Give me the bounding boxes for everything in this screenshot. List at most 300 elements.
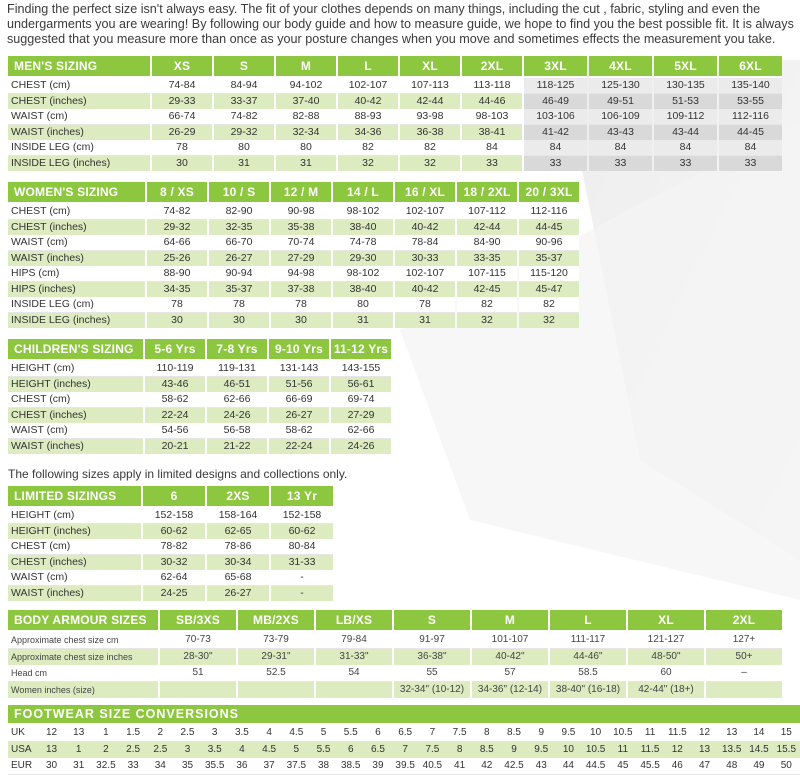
- footwear-cell: 31: [65, 758, 92, 775]
- womens-cell: 90-98: [271, 204, 331, 220]
- mens-cell: 130-135: [654, 78, 717, 94]
- footwear-cell: 13.5: [718, 742, 745, 758]
- mens-cell: 38-41: [462, 125, 522, 140]
- limited-size-header: 6: [143, 486, 205, 508]
- mens-cell: 43-44: [654, 125, 717, 140]
- children-cell: 143-155: [331, 361, 391, 377]
- mens-size-header: 5XL: [654, 56, 717, 78]
- limited-sizes-note: The following sizes apply in limited designs and collections only.: [8, 467, 348, 481]
- footwear-cell: 14.5: [745, 742, 772, 758]
- footwear-row-label: USA: [8, 742, 38, 758]
- armour-cell: 58.5: [550, 665, 626, 682]
- footwear-title: FOOTWEAR SIZE CONVERSIONS: [8, 705, 800, 725]
- womens-cell: 44-45: [519, 220, 579, 235]
- womens-row: [8, 297, 579, 313]
- mens-cell: 43-43: [589, 125, 652, 140]
- armour-size-header: XL: [628, 610, 704, 632]
- footwear-cell: 7.5: [419, 742, 446, 758]
- limited-cell: 30-34: [207, 555, 269, 570]
- womens-size-header: 8 / XS: [147, 182, 207, 204]
- mens-cell: 33: [719, 156, 782, 171]
- children-cell: 58-62: [145, 392, 205, 408]
- womens-cell: 78: [209, 297, 269, 313]
- footwear-cell: 4: [256, 725, 283, 742]
- armour-cell: 52.5: [238, 665, 314, 682]
- mens-size-header: XL: [400, 56, 460, 78]
- womens-size-header: 18 / 2XL: [457, 182, 517, 204]
- children-row: [8, 439, 391, 454]
- armour-cell: 121-127: [628, 632, 704, 649]
- armour-cell: 28-30": [160, 649, 236, 665]
- womens-row: [8, 220, 579, 235]
- mens-cell: 78: [152, 140, 212, 156]
- mens-cell: 82: [400, 140, 460, 156]
- mens-cell: 41-42: [524, 125, 587, 140]
- womens-cell: 82: [457, 297, 517, 313]
- womens-cell: 64-66: [147, 235, 207, 251]
- children-cell: 22-24: [269, 439, 329, 454]
- mens-cell: 80: [276, 140, 336, 156]
- children-cell: 22-24: [145, 408, 205, 423]
- footwear-cell: 11: [609, 742, 636, 758]
- armour-cell: 50+: [706, 649, 782, 665]
- footwear-cell: 36: [228, 758, 255, 775]
- mens-row-label: INSIDE LEG (cm): [8, 140, 150, 156]
- mens-cell: 44-46: [462, 94, 522, 109]
- armour-cell: [316, 682, 392, 698]
- armour-row-label: Approximate chest size inches: [8, 649, 158, 665]
- womens-cell: 70-74: [271, 235, 331, 251]
- footwear-cell: 38: [310, 758, 337, 775]
- mens-cell: 82: [338, 140, 398, 156]
- footwear-cell: 41: [446, 758, 473, 775]
- footwear-cell: 43: [528, 758, 555, 775]
- footwear-cell: 11: [636, 725, 663, 742]
- footwear-cell: 13: [65, 725, 92, 742]
- armour-row: [8, 649, 782, 665]
- children-cell: 43-46: [145, 377, 205, 392]
- mens-row-label: CHEST (cm): [8, 78, 150, 94]
- footwear-cell: 13: [691, 742, 718, 758]
- mens-size-header: XS: [152, 56, 212, 78]
- womens-size-header: 12 / M: [271, 182, 331, 204]
- limited-row: [8, 586, 333, 601]
- footwear-cell: 40.5: [419, 758, 446, 775]
- womens-cell: 45-47: [519, 282, 579, 297]
- children-cell: 69-74: [331, 392, 391, 408]
- womens-cell: 102-107: [395, 266, 455, 282]
- children-row-label: CHEST (inches): [8, 408, 143, 423]
- limited-cell: 30-32: [143, 555, 205, 570]
- children-cell: 58-62: [269, 423, 329, 439]
- footwear-cell: 44: [555, 758, 582, 775]
- children-cell: 110-119: [145, 361, 205, 377]
- limited-cell: 60-62: [271, 524, 333, 539]
- womens-row-label: CHEST (cm): [8, 204, 145, 220]
- footwear-cell: 9.5: [555, 725, 582, 742]
- womens-cell: 38-40: [333, 282, 393, 297]
- mens-cell: 118-125: [524, 78, 587, 94]
- footwear-cell: 7.5: [446, 725, 473, 742]
- womens-row: [8, 266, 579, 282]
- armour-cell: 29-31": [238, 649, 314, 665]
- mens-cell: 33: [589, 156, 652, 171]
- mens-cell: 125-130: [589, 78, 652, 94]
- armour-row: [8, 682, 782, 698]
- mens-cell: 112-116: [719, 109, 782, 125]
- womens-cell: 98-102: [333, 266, 393, 282]
- womens-cell: 102-107: [395, 204, 455, 220]
- footwear-cell: 2.5: [120, 742, 147, 758]
- womens-header-row: [8, 182, 579, 204]
- footwear-cell: 33: [120, 758, 147, 775]
- limited-row-label: CHEST (inches): [8, 555, 141, 570]
- footwear-cell: 3: [201, 725, 228, 742]
- mens-cell: 80: [214, 140, 274, 156]
- footwear-cell: 1: [92, 725, 119, 742]
- limited-cell: 62-64: [143, 570, 205, 586]
- mens-row-label: INSIDE LEG (inches): [8, 156, 150, 171]
- limited-row: [8, 524, 333, 539]
- armour-size-header: L: [550, 610, 626, 632]
- mens-cell: 30: [152, 156, 212, 171]
- armour-cell: 55: [394, 665, 470, 682]
- footwear-cell: 15.5: [773, 742, 800, 758]
- footwear-cell: 6: [337, 742, 364, 758]
- children-row-label: CHEST (cm): [8, 392, 143, 408]
- footwear-cell: 2.5: [174, 725, 201, 742]
- mens-row: [8, 156, 782, 171]
- children-row-label: HEIGHT (inches): [8, 377, 143, 392]
- womens-cell: 115-120: [519, 266, 579, 282]
- mens-cell: 42-44: [400, 94, 460, 109]
- armour-cell: 32-34" (10-12): [394, 682, 470, 698]
- footwear-cell: 5.5: [310, 742, 337, 758]
- womens-row-label: CHEST (inches): [8, 220, 145, 235]
- mens-cell: 113-118: [462, 78, 522, 94]
- womens-row-label: WAIST (inches): [8, 251, 145, 266]
- womens-cell: 38-40: [333, 220, 393, 235]
- footwear-row-label: EUR: [8, 758, 38, 775]
- footwear-cell: 3.5: [201, 742, 228, 758]
- womens-cell: 107-115: [457, 266, 517, 282]
- armour-cell: 44-46": [550, 649, 626, 665]
- womens-cell: 90-94: [209, 266, 269, 282]
- armour-cell: 60: [628, 665, 704, 682]
- footwear-cell: 11.5: [664, 725, 691, 742]
- mens-size-header: 3XL: [524, 56, 587, 78]
- childrens-sizing-table: [6, 339, 393, 454]
- limited-row-label: HEIGHT (cm): [8, 508, 141, 524]
- womens-cell: 30: [147, 313, 207, 328]
- mens-row-label: CHEST (inches): [8, 94, 150, 109]
- womens-cell: 88-90: [147, 266, 207, 282]
- armour-row: [8, 632, 782, 649]
- children-cell: 62-66: [331, 423, 391, 439]
- womens-row-label: HIPS (cm): [8, 266, 145, 282]
- armour-cell: 57: [472, 665, 548, 682]
- mens-cell: 36-38: [400, 125, 460, 140]
- womens-row: [8, 251, 579, 266]
- footwear-cell: 49: [745, 758, 772, 775]
- children-size-header: 11-12 Yrs: [331, 339, 391, 361]
- limited-row-label: WAIST (inches): [8, 586, 141, 601]
- armour-cell: 48-50": [628, 649, 704, 665]
- womens-cell: 78: [147, 297, 207, 313]
- limited-cell: 80-84: [271, 539, 333, 555]
- mens-cell: 33: [462, 156, 522, 171]
- mens-size-header: L: [338, 56, 398, 78]
- footwear-cell: 34: [147, 758, 174, 775]
- footwear-cell: 2: [147, 725, 174, 742]
- womens-cell: 34-35: [147, 282, 207, 297]
- armour-cell: 73-79: [238, 632, 314, 649]
- womens-cell: 78: [271, 297, 331, 313]
- mens-cell: 31: [214, 156, 274, 171]
- mens-cell: 37-40: [276, 94, 336, 109]
- womens-row-label: INSIDE LEG (inches): [8, 313, 145, 328]
- mens-size-header: 6XL: [719, 56, 782, 78]
- limited-cell: 31-33: [271, 555, 333, 570]
- womens-cell: 66-70: [209, 235, 269, 251]
- limited-cell: 60-62: [143, 524, 205, 539]
- footwear-cell: 10: [582, 725, 609, 742]
- womens-cell: 30: [209, 313, 269, 328]
- womens-cell: 78-84: [395, 235, 455, 251]
- children-cell: 46-51: [207, 377, 267, 392]
- womens-cell: 82: [519, 297, 579, 313]
- armour-size-header: 2XL: [706, 610, 782, 632]
- armour-size-header: MB/2XS: [238, 610, 314, 632]
- mens-cell: 84: [524, 140, 587, 156]
- footwear-cell: 42.5: [500, 758, 527, 775]
- womens-size-header: 20 / 3XL: [519, 182, 579, 204]
- footwear-cell: 4.5: [283, 725, 310, 742]
- footwear-cell: 37.5: [283, 758, 310, 775]
- footwear-cell: 6: [364, 725, 391, 742]
- womens-cell: 84-90: [457, 235, 517, 251]
- womens-title: WOMEN'S SIZING: [8, 182, 145, 204]
- armour-cell: 79-84: [316, 632, 392, 649]
- children-size-header: 5-6 Yrs: [145, 339, 205, 361]
- footwear-cell: 47: [691, 758, 718, 775]
- children-cell: 119-131: [207, 361, 267, 377]
- armour-title: BODY ARMOUR SIZES: [8, 610, 158, 632]
- armour-row: [8, 665, 782, 682]
- mens-cell: 102-107: [338, 78, 398, 94]
- footwear-cell: 6.5: [364, 742, 391, 758]
- footwear-cell: 9: [500, 742, 527, 758]
- footwear-cell: 13: [38, 742, 65, 758]
- footwear-cell: 42: [473, 758, 500, 775]
- mens-row: [8, 140, 782, 156]
- mens-cell: 109-112: [654, 109, 717, 125]
- children-row-label: WAIST (inches): [8, 439, 143, 454]
- mens-cell: 26-29: [152, 125, 212, 140]
- mens-cell: 66-74: [152, 109, 212, 125]
- mens-cell: 44-45: [719, 125, 782, 140]
- armour-cell: 34-36" (12-14): [472, 682, 548, 698]
- mens-size-header: 4XL: [589, 56, 652, 78]
- limited-size-header: 2XS: [207, 486, 269, 508]
- armour-size-header: SB/3XS: [160, 610, 236, 632]
- limited-cell: 24-25: [143, 586, 205, 601]
- children-size-header: 9-10 Yrs: [269, 339, 329, 361]
- armour-size-header: S: [394, 610, 470, 632]
- womens-row-label: INSIDE LEG (cm): [8, 297, 145, 313]
- limited-title: LIMITED SIZINGS: [8, 486, 141, 508]
- footwear-cell: 35: [174, 758, 201, 775]
- limited-cell: 78-86: [207, 539, 269, 555]
- mens-row: [8, 78, 782, 94]
- mens-cell: 135-140: [719, 78, 782, 94]
- footwear-cell: 2: [92, 742, 119, 758]
- mens-cell: 88-93: [338, 109, 398, 125]
- mens-cell: 106-109: [589, 109, 652, 125]
- womens-sizing-table: [6, 182, 581, 328]
- womens-row: [8, 313, 579, 328]
- womens-cell: 74-82: [147, 204, 207, 220]
- mens-row-label: WAIST (inches): [8, 125, 150, 140]
- womens-row-label: HIPS (inches): [8, 282, 145, 297]
- children-header-row: [8, 339, 391, 361]
- limited-cell: 158-164: [207, 508, 269, 524]
- mens-size-header: M: [276, 56, 336, 78]
- footwear-cell: 1: [65, 742, 92, 758]
- mens-cell: 32: [400, 156, 460, 171]
- limited-size-header: 13 Yr: [271, 486, 333, 508]
- armour-row-label: Approximate chest size cm: [8, 632, 158, 649]
- mens-cell: 94-102: [276, 78, 336, 94]
- mens-cell: 29-33: [152, 94, 212, 109]
- limited-header-row: [8, 486, 333, 508]
- mens-cell: 32: [338, 156, 398, 171]
- footwear-row: [8, 758, 800, 775]
- footwear-cell: 9.5: [528, 742, 555, 758]
- limited-row-label: HEIGHT (inches): [8, 524, 141, 539]
- footwear-cell: 10.5: [609, 725, 636, 742]
- limited-row: [8, 555, 333, 570]
- footwear-cell: 5.5: [337, 725, 364, 742]
- footwear-row: [8, 725, 800, 742]
- womens-cell: 26-27: [209, 251, 269, 266]
- womens-cell: 78: [395, 297, 455, 313]
- armour-cell: 42-44" (18+): [628, 682, 704, 698]
- womens-cell: 29-30: [333, 251, 393, 266]
- mens-cell: 34-36: [338, 125, 398, 140]
- mens-cell: 103-106: [524, 109, 587, 125]
- children-cell: 26-27: [269, 408, 329, 423]
- footwear-cell: 32.5: [92, 758, 119, 775]
- womens-cell: 32: [457, 313, 517, 328]
- limited-row-label: CHEST (cm): [8, 539, 141, 555]
- limited-row-label: WAIST (cm): [8, 570, 141, 586]
- footwear-cell: 15: [773, 725, 800, 742]
- children-row-label: WAIST (cm): [8, 423, 143, 439]
- mens-cell: 74-82: [214, 109, 274, 125]
- footwear-cell: 8.5: [473, 742, 500, 758]
- footwear-cell: 10.5: [582, 742, 609, 758]
- womens-cell: 32: [519, 313, 579, 328]
- mens-cell: 40-42: [338, 94, 398, 109]
- armour-header-row: [8, 610, 782, 632]
- limited-sizings-table: [6, 486, 335, 601]
- womens-cell: 33-35: [457, 251, 517, 266]
- womens-cell: 35-37: [209, 282, 269, 297]
- mens-row: [8, 109, 782, 125]
- armour-cell: [706, 682, 782, 698]
- footwear-cell: 37: [256, 758, 283, 775]
- footwear-cell: 48: [718, 758, 745, 775]
- children-cell: 24-26: [207, 408, 267, 423]
- womens-cell: 37-38: [271, 282, 331, 297]
- footwear-cell: 4.5: [256, 742, 283, 758]
- armour-cell: 91-97: [394, 632, 470, 649]
- limited-cell: 65-68: [207, 570, 269, 586]
- footwear-conversion-table: [8, 705, 800, 775]
- armour-cell: [160, 682, 236, 698]
- children-cell: 66-69: [269, 392, 329, 408]
- footwear-cell: 35.5: [201, 758, 228, 775]
- footwear-cell: 5: [283, 742, 310, 758]
- womens-cell: 82-90: [209, 204, 269, 220]
- mens-cell: 74-84: [152, 78, 212, 94]
- footwear-cell: 3: [174, 742, 201, 758]
- womens-cell: 98-102: [333, 204, 393, 220]
- womens-cell: 25-26: [147, 251, 207, 266]
- limited-cell: 62-65: [207, 524, 269, 539]
- womens-cell: 27-29: [271, 251, 331, 266]
- mens-size-header: S: [214, 56, 274, 78]
- footwear-cell: 44.5: [582, 758, 609, 775]
- womens-cell: 35-37: [519, 251, 579, 266]
- womens-cell: 30-33: [395, 251, 455, 266]
- limited-row: [8, 570, 333, 586]
- footwear-cell: 10: [555, 742, 582, 758]
- armour-cell: 111-117: [550, 632, 626, 649]
- children-cell: 24-26: [331, 439, 391, 454]
- womens-cell: 29-32: [147, 220, 207, 235]
- children-cell: 54-56: [145, 423, 205, 439]
- mens-cell: 107-113: [400, 78, 460, 94]
- armour-cell: 38-40" (16-18): [550, 682, 626, 698]
- footwear-cell: 8: [473, 725, 500, 742]
- womens-cell: 31: [333, 313, 393, 328]
- children-row: [8, 408, 391, 423]
- mens-cell: 29-32: [214, 125, 274, 140]
- mens-cell: 51-53: [654, 94, 717, 109]
- armour-cell: 70-73: [160, 632, 236, 649]
- children-title: CHILDREN'S SIZING: [8, 339, 143, 361]
- mens-row: [8, 125, 782, 140]
- body-armour-sizes-table: [6, 610, 784, 698]
- womens-cell: 94-98: [271, 266, 331, 282]
- footwear-cell: 12: [38, 725, 65, 742]
- mens-cell: 53-55: [719, 94, 782, 109]
- children-cell: 21-22: [207, 439, 267, 454]
- armour-cell: –: [706, 665, 782, 682]
- armour-size-header: LB/XS: [316, 610, 392, 632]
- mens-cell: 31: [276, 156, 336, 171]
- armour-row-label: Head cm: [8, 665, 158, 682]
- footwear-cell: 38.5: [337, 758, 364, 775]
- footwear-cell: 46: [664, 758, 691, 775]
- mens-row: [8, 94, 782, 109]
- mens-size-header: 2XL: [462, 56, 522, 78]
- mens-cell: 84: [719, 140, 782, 156]
- womens-size-header: 14 / L: [333, 182, 393, 204]
- footwear-cell: 5: [310, 725, 337, 742]
